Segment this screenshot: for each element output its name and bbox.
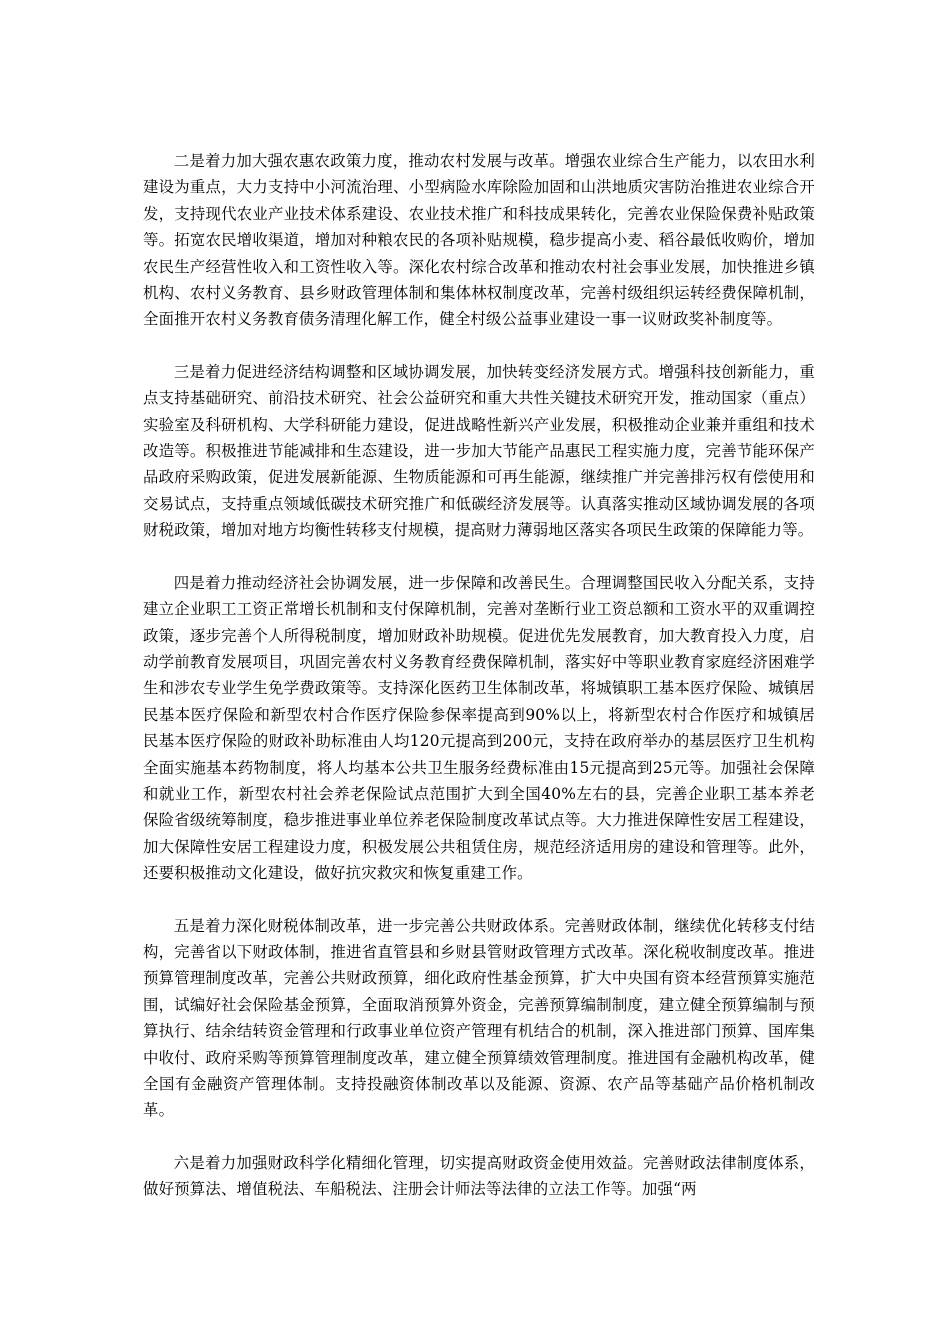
paragraph-fiscal-reform: 五是着力深化财税体制改革，进一步完善公共财政体系。完善财政体制，继续优化转移支付结构，完善省以下财政体制，推进省直管县和乡财县管财政管理方式改革。深化税收制度改革。推进预算管理制度改革，完善公共财政预算，细化政府性基金预算，扩大中央国有资本经营预算实施范围，试编好社会保险基金预算，全面取消预算外资金，完善预算编制制度，建立健全预算编制与预算执行、结余结转资金管理和行政事业单位资产管理有机结合的机制，深入推进部门预算、国库集中收付、政府采购等预算管理制度改革，建立健全预算绩效管理制度。推进国有金融机构改革，健全国有金融资产管理体制。支持投融资体制改革以及能源、资源、农产品等基础产品价格机制改革。 xyxy=(143,916,815,1120)
paragraph-agriculture-policy: 二是着力加大强农惠农政策力度，推动农村发展与改革。增强农业综合生产能力，以农田水利建设为重点，大力支持中小河流治理、小型病险水库除险加固和山洪地质灾害防治推进农业综合开发，支持现代农业产业技术体系建设、农业技术推广和科技成果转化，完善农业保险保费补贴政策等。拓宽农民增收渠道，增加对种粮农民的各项补贴规模，稳步提高小麦、稻谷最低收购价，增加农民生产经营性收入和工资性收入等。深化农村综合改革和推动农村社会事业发展，加快推进乡镇机构、农村义务教育、县乡财政管理体制和集体林权制度改革，完善村级组织运转经费保障机制，全面推开农村义务教育债务清理化解工作，健全村级公益事业建设一事一议财政奖补制度等。 xyxy=(143,152,815,329)
paragraph-social-development: 四是着力推动经济社会协调发展，进一步保障和改善民生。合理调整国民收入分配关系，支持建立企业职工工资正常增长机制和支付保障机制，完善对垄断行业工资总额和工资水平的双重调控政策，逐步完善个人所得税制度，增加财政补助规模。促进优先发展教育，加大教育投入力度，启动学前教育发展项目，巩固完善农村义务教育经费保障机制，落实好中等职业教育家庭经济困难学生和涉农专业学生免学费政策等。支持深化医药卫生体制改革，将城镇职工基本医疗保险、城镇居民基本医疗保险和新型农村合作医疗保险参保率提高到90%以上，将新型农村合作医疗和城镇居民基本医疗保险的财政补助标准由人均120元提高到200元，支持在政府举办的基层医疗卫生机构全面实施基本药物制度，将人均基本公共卫生服务经费标准由15元提高到25元等。加强社会保障和就业工作，新型农村社会养老保险试点范围扩大到全国40%左右的县，完善企业职工基本养老保险省级统筹制度，稳步推进事业单位养老保险制度改革试点等。大力推进保障性安居工程建设，加大保障性安居工程建设力度，积极发展公共租赁住房，规范经济适用房的建设和管理等。此外，还要积极推动文化建设，做好抗灾救灾和恢复重建工作。 xyxy=(143,573,815,883)
paragraph-fiscal-management: 六是着力加强财政科学化精细化管理，切实提高财政资金使用效益。完善财政法律制度体系，做好预算法、增值税法、车船税法、注册会计师法等法律的立法工作等。加强“两 xyxy=(143,1153,815,1199)
paragraph-economic-structure: 三是着力促进经济结构调整和区域协调发展，加快转变经济发展方式。增强科技创新能力，重点支持基础研究、前沿技术研究、社会公益研究和重大共性关键技术研究开发，推动国家（重点）实验室及科研机构、大学科研能力建设，促进战略性新兴产业发展，积极推动企业兼并重组和技术改造等。积极推进节能减排和生态建设，进一步加大节能产品惠民工程实施力度，完善节能环保产品政府采购政策，促进发展新能源、生物质能源和可再生能源，继续推广并完善排污权有偿使用和交易试点，支持重点领域低碳技术研究推广和低碳经济发展等。认真落实推动区域协调发展的各项财税政策，增加对地方均衡性转移支付规模，提高财力薄弱地区落实各项民生政策的保障能力等。 xyxy=(143,362,815,540)
document-body xyxy=(143,148,815,1203)
